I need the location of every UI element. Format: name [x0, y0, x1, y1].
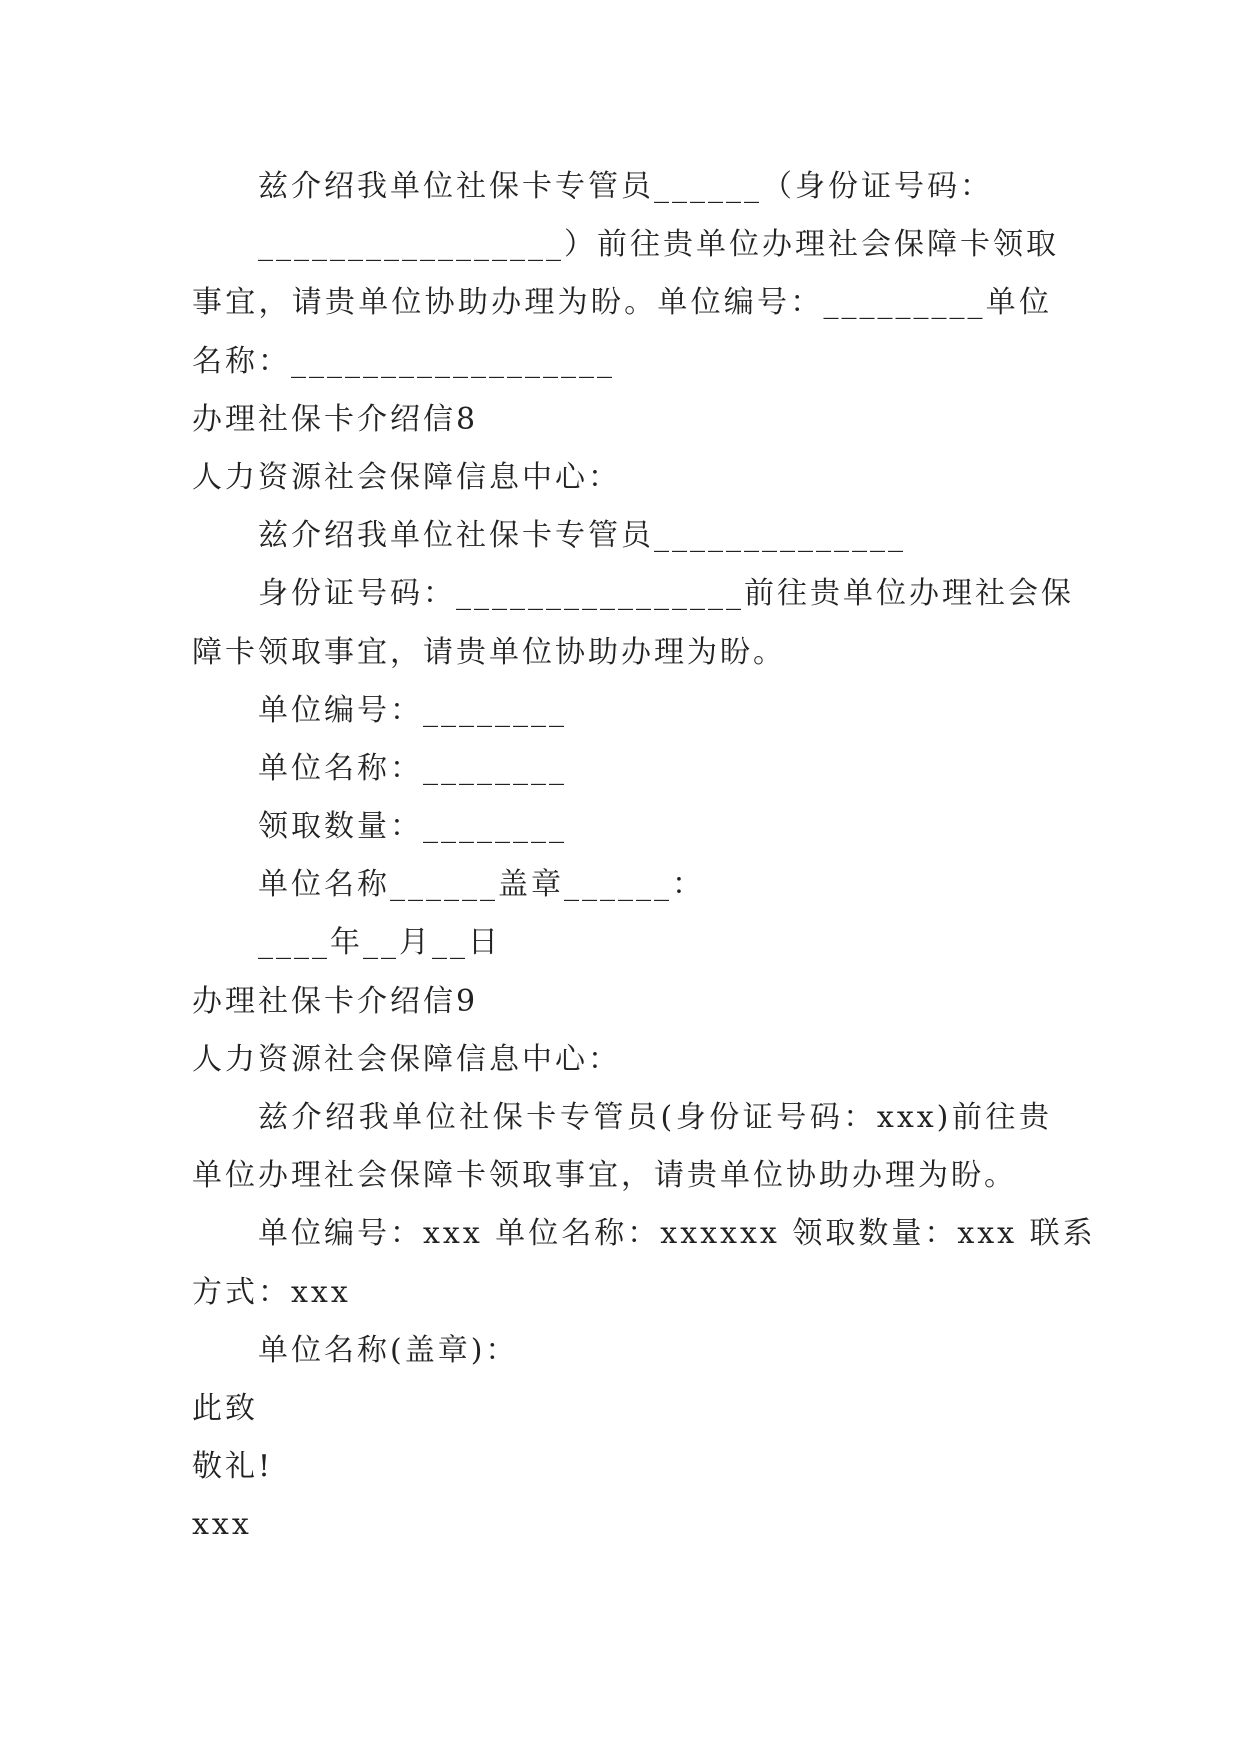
letter-8-id-line: 身份证号码：________________前往贵单位办理社会保 [258, 576, 1074, 612]
recipient-line-8: 人力资源社会保障信息中心： [192, 459, 621, 495]
letter-9-seal-line: 单位名称(盖章)： [258, 1332, 519, 1368]
paragraph-intro-line-2: _________________）前往贵单位办理社会保障卡领取 [258, 227, 1059, 263]
closing-regards: 敬礼! [192, 1449, 274, 1485]
letter-9-details-line-1: 单位编号：xxx 单位名称：xxxxxx 领取数量：xxx 联系 [258, 1216, 1096, 1252]
letter-title-8: 办理社保卡介绍信8 [192, 401, 479, 437]
recipient-line-9: 人力资源社会保障信息中心： [192, 1041, 621, 1077]
letter-8-quantity: 领取数量：________ [258, 809, 567, 845]
paragraph-intro-line-3: 事宜，请贵单位协助办理为盼。单位编号：_________单位 [192, 285, 1052, 321]
letter-body [192, 158, 1096, 1555]
letter-9-intro-line-2: 单位办理社会保障卡领取事宜，请贵单位协助办理为盼。 [192, 1158, 1017, 1194]
letter-8-intro-line: 兹介绍我单位社保卡专管员______________ [258, 518, 906, 554]
letter-title-9: 办理社保卡介绍信9 [192, 983, 479, 1019]
letter-8-date-line: ____年__月__日 [258, 925, 501, 961]
letter-8-unit-name: 单位名称：________ [258, 750, 567, 786]
letter-9-details-line-2: 方式：xxx [192, 1274, 351, 1310]
paragraph-intro-line-4: 名称：__________________ [192, 343, 615, 379]
signature-line: xxx [192, 1507, 252, 1543]
letter-8-unit-number: 单位编号：________ [258, 692, 567, 728]
letter-8-request-line: 障卡领取事宜，请贵单位协助办理为盼。 [192, 634, 786, 670]
letter-9-intro-line-1: 兹介绍我单位社保卡专管员(身份证号码：xxx)前往贵 [258, 1100, 1052, 1135]
letter-8-seal-line: 单位名称______盖章______： [258, 867, 705, 903]
paragraph-intro-line-1: 兹介绍我单位社保卡专管员______（身份证号码： [258, 169, 993, 204]
closing-salutation: 此致 [192, 1390, 258, 1426]
